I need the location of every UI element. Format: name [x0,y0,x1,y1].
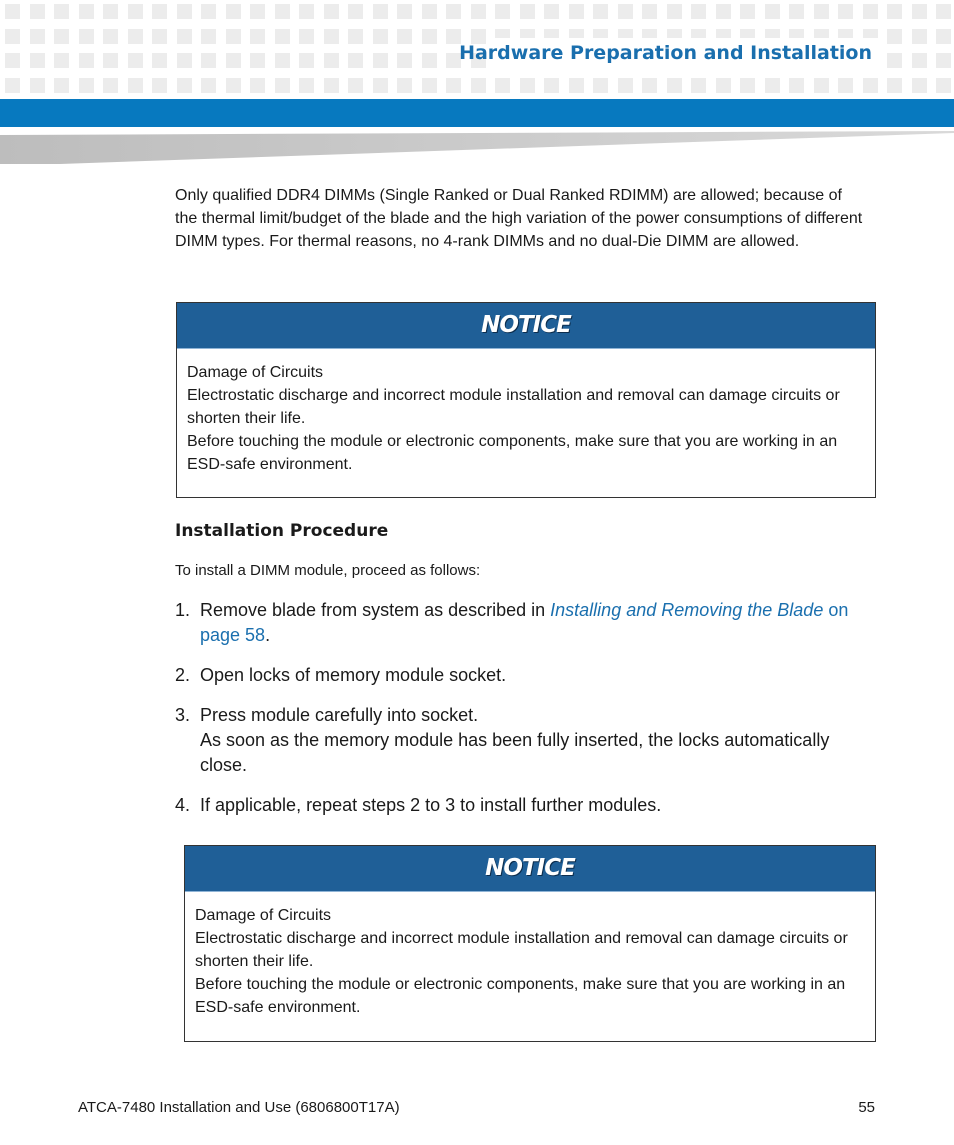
header-pattern-square [936,29,951,44]
header-pattern-square [593,78,608,93]
header-pattern-square [814,4,829,19]
notice-label: NOTICE [481,312,571,338]
header-pattern-square [54,78,69,93]
procedure-step [175,598,865,648]
header-pattern-square [324,78,339,93]
header-pattern-square [397,29,412,44]
header-pattern-square [863,4,878,19]
notice-heading: Damage of Circuits [187,364,324,381]
header-pattern-square [30,78,45,93]
header-pattern-square [299,78,314,93]
header-pattern-square [226,4,241,19]
header-accent-band [0,99,954,127]
section-heading: Installation Procedure [175,521,389,541]
header-pattern-square [765,4,780,19]
header-pattern-square [863,78,878,93]
header-pattern-square [569,78,584,93]
header-pattern-square [226,53,241,68]
footer-page-number: 55 [858,1099,875,1116]
notice-header [185,846,875,894]
step-number: 3. [175,705,191,725]
header-pattern-square [642,78,657,93]
header-pattern-square [544,78,559,93]
header-pattern-square [324,4,339,19]
header-pattern-square [250,53,265,68]
header-pattern-square [740,78,755,93]
step-text: If applicable, repeat steps 2 to 3 to install further modules. [200,795,662,815]
header-pattern-square [177,78,192,93]
header-pattern-square [936,4,951,19]
header-pattern-square [30,4,45,19]
footer-document-title: ATCA-7480 Installation and Use (6806800T17A) [78,1099,400,1116]
header-pattern-square [397,78,412,93]
notice-label: NOTICE [485,855,575,881]
header-pattern-square [79,29,94,44]
header-pattern-square [373,53,388,68]
header-pattern-square [912,53,927,68]
cross-reference-link[interactable]: Installing and Removing the Blade [550,600,824,620]
header-pattern-square [299,4,314,19]
header-pattern-square [887,4,902,19]
page-reference-link[interactable]: page 58 [200,625,266,645]
header-pattern-square [128,29,143,44]
header-pattern-square [373,4,388,19]
header-pattern-square [54,4,69,19]
header-pattern-square [177,53,192,68]
header-pattern-square [5,78,20,93]
header-pattern-square [716,4,731,19]
header-pattern-square [54,53,69,68]
header-pattern-square [569,4,584,19]
header-pattern-square [299,29,314,44]
notice-text: Electrostatic discharge and incorrect module installation and removal can damage circuits or shorten their life. [187,387,840,427]
header-pattern-square [667,78,682,93]
header-pattern-square [593,4,608,19]
header-pattern-square [54,29,69,44]
header-pattern-square [397,4,412,19]
procedure-intro: To install a DIMM module, proceed as follows: [175,562,481,579]
header-pattern-square [446,78,461,93]
notice-text: Before touching the module or electronic components, make sure that you are working in an ESD-safe environment. [187,433,838,473]
header-pattern-square [324,29,339,44]
procedure-step [175,793,865,818]
step-number: 1. [175,600,191,620]
header-pattern-square [348,4,363,19]
header-pattern-square [887,53,902,68]
header-pattern-square [226,29,241,44]
step-detail: As soon as the memory module has been fully inserted, the locks automatically close. [200,730,830,775]
header-pattern-square [936,78,951,93]
notice-heading: Damage of Circuits [195,907,332,924]
header-pattern-square [348,53,363,68]
header-pattern-square [936,53,951,68]
header-pattern-square [422,4,437,19]
header-pattern-square [520,4,535,19]
header-pattern-square [471,4,486,19]
header-pattern-square [103,78,118,93]
header-pattern-square [128,78,143,93]
header-pattern-square [79,4,94,19]
notice-box [184,845,876,1042]
header-pattern-square [177,29,192,44]
header-pattern-square [471,78,486,93]
header-pattern-square [618,4,633,19]
header-pattern-square [422,29,437,44]
header-pattern-square [740,4,755,19]
step-text: Remove blade from system as described in [200,600,551,620]
header-pattern-square [422,78,437,93]
procedure-step [175,663,865,688]
header-pattern-square [103,4,118,19]
header-pattern-square [79,78,94,93]
header-pattern-square [201,4,216,19]
header-pattern-square [348,29,363,44]
notice-box [176,302,876,498]
header-grey-wedge [0,131,954,164]
header-pattern-square [152,4,167,19]
header-pattern-square [128,53,143,68]
notice-body [177,351,875,486]
step-number: 4. [175,795,191,815]
header-pattern-square [912,78,927,93]
header-pattern-square [275,29,290,44]
notice-text: Before touching the module or electronic components, make sure that you are working in an ESD-safe environment. [195,976,846,1016]
header-pattern-square [299,53,314,68]
header-pattern-square [397,53,412,68]
header-pattern-square [765,78,780,93]
dimm-requirements-paragraph: Only qualified DDR4 DIMMs (Single Ranked or Dual Ranked RDIMM) are allowed; because of the thermal limit/budget of the blade and the high variation of the power consumptions of different DIMM types. For thermal reasons, no 4-rank DIMMs and no dual-Die DIMM are allowed. [175,187,863,250]
header-pattern-square [642,4,657,19]
header-pattern-square [30,29,45,44]
notice-body [185,894,875,1029]
header-pattern-square [250,78,265,93]
header-pattern-square [495,78,510,93]
header-pattern-square [789,4,804,19]
header-pattern-square [275,78,290,93]
chapter-title: Hardware Preparation and Installation [459,42,872,64]
header-pattern-square [177,4,192,19]
step-number: 2. [175,665,191,685]
header-pattern-square [30,53,45,68]
step-text: Press module carefully into socket. [200,705,479,725]
header-pattern-square [887,29,902,44]
header-pattern-square [201,53,216,68]
header-pattern-square [838,4,853,19]
header-pattern-square [250,4,265,19]
header-pattern-square [324,53,339,68]
header-pattern-square [226,78,241,93]
header-pattern-square [691,78,706,93]
header-pattern-square [103,53,118,68]
header-pattern-square [201,29,216,44]
header-pattern-square [152,53,167,68]
header-pattern-square [152,78,167,93]
header-pattern-square [495,4,510,19]
header-pattern-square [250,29,265,44]
notice-header [177,303,875,351]
header-pattern-square [373,78,388,93]
header-pattern-square [128,4,143,19]
header-pattern-square [789,78,804,93]
procedure-step [175,703,865,778]
header-pattern-square [348,78,363,93]
header-pattern-square [373,29,388,44]
header-pattern-square [103,29,118,44]
header-pattern-square [152,29,167,44]
header-pattern-square [422,53,437,68]
procedure-steps [175,598,865,833]
header-pattern-square [716,78,731,93]
header-pattern-square [520,78,535,93]
notice-text: Electrostatic discharge and incorrect module installation and removal can damage circuits or shorten their life. [195,930,848,970]
header-pattern-square [5,4,20,19]
header-pattern-square [79,53,94,68]
header-pattern-square [201,78,216,93]
header-pattern-square [912,4,927,19]
cross-reference-link-on[interactable]: on [823,600,849,620]
header-pattern-square [618,78,633,93]
header-pattern-square [5,29,20,44]
header-pattern-square [275,53,290,68]
header-pattern-square [814,78,829,93]
header-pattern-square [275,4,290,19]
header-pattern-square [5,53,20,68]
header-pattern-square [887,78,902,93]
header-pattern-square [667,4,682,19]
header-pattern-square [691,4,706,19]
header-pattern-square [446,4,461,19]
header-pattern-square [838,78,853,93]
step-text-end: . [265,625,271,645]
header-pattern-square [544,4,559,19]
step-text: Open locks of memory module socket. [200,665,507,685]
header-pattern-square [912,29,927,44]
